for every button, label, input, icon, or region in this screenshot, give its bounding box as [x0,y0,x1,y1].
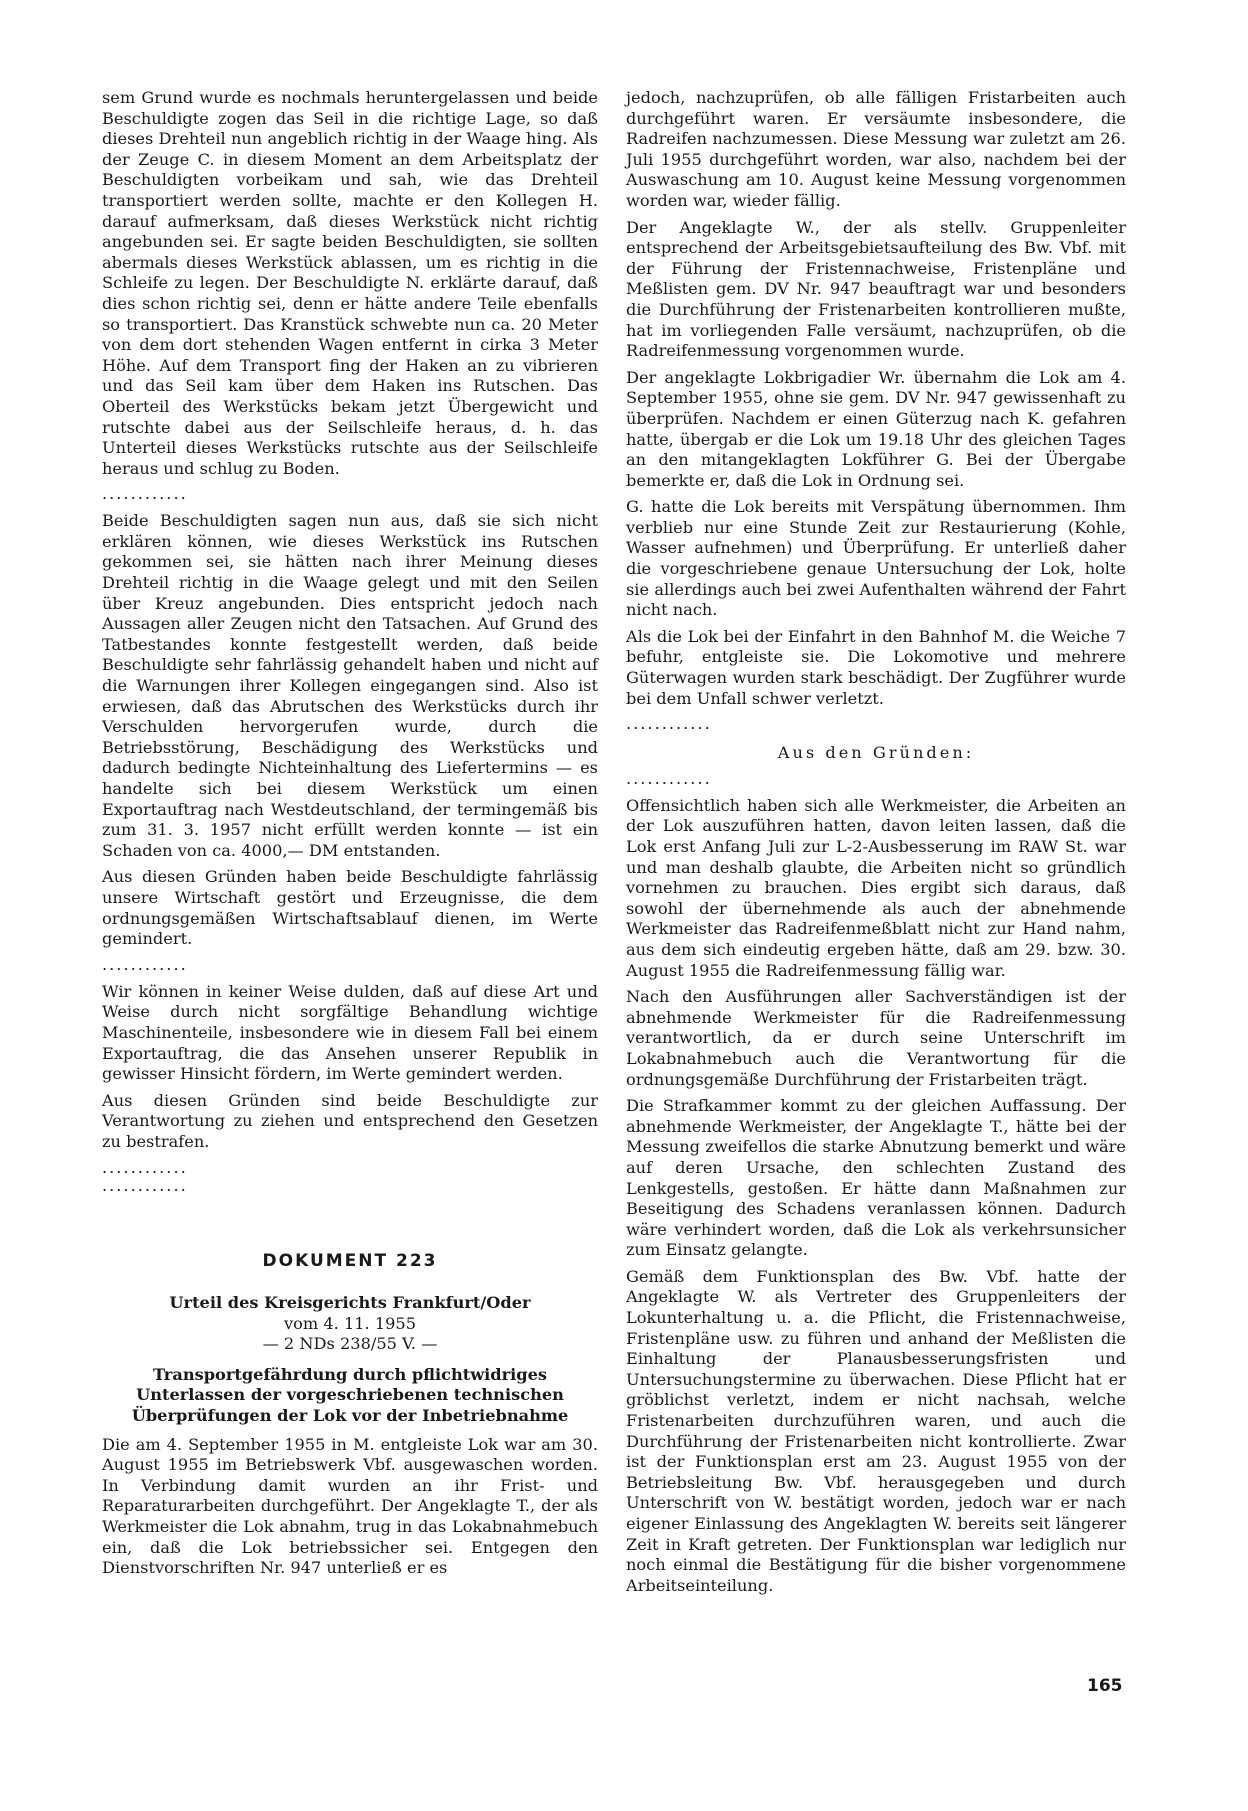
omission-dots: ............ [626,768,712,788]
paragraph: Die am 4. September 1955 in M. entgleiste Lok war am 30. August 1955 im Betriebswerk Vbf. ausgewaschen worden. In Verbindung damit wurden an ihr Frist- und Reparaturarbeiten durchgeführt. Der Angeklagte T., der als Werkmeister die Lok abnahm, trug in das Lokabnahmebuch ein, daß die Lok betriebssicher sei. Entgegen den Dienstvorschriften Nr. 947 unterließ er es [102,1434,598,1578]
paragraph: Offensichtlich haben sich alle Werkmeister, die Arbeiten an der Lok auszuführen hatten, davon leiten lassen, daß die Lok erst Anfang Juli zur L-2-Ausbesserung im RAW St. war und man deshalb glaubte, die Arbeiten nicht so gründlich vornehmen zu brauchen. Dies ergibt sich daraus, daß sowohl der übernehmende als auch der abnehmende Werkmeister das Radreifenmeßblatt nicht zur Hand nahm, aus dem sich eindeutig ergeben hätte, daß am 29. bzw. 30. August 1955 die Radreifenmessung fällig war. [626,795,1126,980]
omission-dots: ............ [102,1157,188,1177]
case-subject: Transportgefährdung durch pflichtwidriges Unterlassen der vorgeschriebenen technischen Überprüfungen der Lok vor der Inbetriebnahme [131,1364,569,1426]
left-column [102,88,598,1585]
document-heading: DOKUMENT 223 [262,1250,438,1271]
paragraph: Beide Beschuldigten sagen nun aus, daß sie sich nicht erklären können, wie dieses Werkstück ins Rutschen gekommen sei, sie hätten nach ihrer Meinung dieses Drehteil richtig in die Waage gelegt und mit den Seilen über Kreuz angebunden. Dies entspricht jedoch nach Aussagen aller Zeugen nicht den Tatsachen. Auf Grund des Tatbestandes konnte festgestellt werden, daß beide Beschuldigte sehr fahrlässig gehandelt haben und nicht auf die Warnungen ihrer Kollegen eingegangen sind. Also ist erwiesen, daß das Abrutschen des Werkstücks durch ihr Verschulden hervorgerufen wurde, durch die Betriebsstörung, Beschädigung des Werkstücks und dadurch bedingte Nichteinhaltung des Liefertermins — es handelte sich bei diesem Werkstück um einen Exportauftrag nach Westdeutschland, der termingemäß bis zum 31. 3. 1957 nicht erfüllt werden konnte — ist ein Schaden von ca. 4000,— DM entstanden. [102,511,598,860]
paragraph: Als die Lok bei der Einfahrt in den Bahnhof M. die Weiche 7 befuhr, entgleiste sie. Die Lokomotive und mehrere Güterwagen wurden stark beschädigt. Der Zugführer wurde bei dem Unfall schwer verletzt. [626,626,1126,708]
omission-dots: ............ [626,714,712,734]
paragraph: jedoch, nachzuprüfen, ob alle fälligen Fristarbeiten auch durchgeführt waren. Er versäumte insbesondere, die Radreifen nachzumessen. Diese Messung war zuletzt am 26. Juli 1955 durchgeführt worden, war also, nachdem bei der Auswaschung am 10. August keine Messung vorgenommen worden war, wieder fällig. [626,88,1126,210]
right-column [626,88,1126,1602]
omission-dots: ............ [102,484,188,504]
omission-dots: ............ [102,954,188,974]
paragraph: Der Angeklagte W., der als stellv. Gruppenleiter entsprechend der Arbeitsgebietsaufteilung des Bw. Vbf. mit der Führung der Fristennachweise, Fristenpläne und Meßlisten gem. DV Nr. 947 beauftragt war und besonders die Durchführung der Fristenarbeiten kontrollieren mußte, hat im vorliegenden Falle versäumt, nachzuprüfen, ob die Radreifenmessung vorgenommen wurde. [626,217,1126,361]
omission-dots: ............ [102,1175,188,1195]
section-heading: Aus den Gründen: [777,743,975,763]
paragraph: sem Grund wurde es nochmals heruntergelassen und beide Beschuldigte zogen das Seil in die richtige Lage, so daß dieses Drehteil nun angeblich richtig in der Waage hing. Als der Zeuge C. in diesem Moment an dem Arbeitsplatz der Beschuldigten vorbeikam und sah, wie das Drehteil transportiert werden sollte, machte er den Kollegen H. darauf aufmerksam, daß dieses Werkstück nicht richtig angebunden sei. Er sagte beiden Beschuldigten, sie sollten abermals dieses Werkstück ablassen, um es richtig in die Schleife zu legen. Der Beschuldigte N. erklärte darauf, daß dies schon richtig sei, denn er hätte andere Teile ebenfalls so transportiert. Das Kranstück schwebte nun ca. 20 Meter von dem dort stehenden Wagen entfernt in cirka 3 Meter Höhe. Auf dem Transport fing der Haken an zu vibrieren und das Seil kam über dem Haken ins Rutschen. Das Oberteil des Werkstücks bekam jetzt Übergewicht und rutschte dabei aus der Seilschleife heraus, d. h. das Unterteil dieses Werkstücks rutschte aus der Seilschleife heraus und schlug zu Boden. [102,88,598,478]
paragraph: Aus diesen Gründen haben beide Beschuldigte fahrlässig unsere Wirtschaft gestört und Erzeugnisse, die dem ordnungsgemäßen Wirtschaftsablauf dienen, im Werte gemindert. [102,867,598,949]
paragraph: Aus diesen Gründen sind beide Beschuldigte zur Verantwortung zu ziehen und entsprechend den Gesetzen zu bestrafen. [102,1090,598,1151]
paragraph: Der angeklagte Lokbrigadier Wr. übernahm die Lok am 4. September 1955, ohne sie gem. DV Nr. 947 gewissenhaft zu überprüfen. Nachdem er einen Güterzug nach K. gefahren hatte, übergab er die Lok um 19.18 Uhr des gleichen Tages an den mitangeklagten Lokführer G. Bei der Übergabe bemerkte er, daß die Lok in Ordnung sei. [626,367,1126,490]
paragraph: Die Strafkammer kommt zu der gleichen Auffassung. Der abnehmende Werkmeister, der Angeklagte T., hätte bei der Messung zweifellos die starke Abnutzung bemerkt und wäre auf deren Ursache, den schlechten Zustand des Lenkgestells, gestoßen. Er hätte dann Maßnahmen zur Beseitigung des Schadens veranlassen können. Dadurch wäre verhindert worden, daß die Lok als verkehrsunsicher zum Einsatz gelangte. [626,1096,1126,1260]
paragraph: Nach den Ausführungen aller Sachverständigen ist der abnehmende Werkmeister für die Radreifenmessung verantwortlich, da er durch seine Unterschrift im Lokabnahmebuch auch die Verantwortung für die ordnungsgemäße Durchführung der Fristarbeiten trägt. [626,987,1126,1089]
judgment-date: vom 4. 11. 1955 [283,1313,417,1333]
court-title: Urteil des Kreisgerichts Frankfurt/Oder [169,1293,531,1313]
paragraph: G. hatte die Lok bereits mit Verspätung übernommen. Ihm verblieb nur eine Stunde Zeit zur Restaurierung (Kohle, Wasser aufnehmen) und Überprüfung. Er unterließ daher die vorgeschriebene genaue Untersuchung der Lok, holte sie allerdings auch bei zwei Aufenthalten während der Fahrt nicht nach. [626,497,1126,620]
page-number: 165 [1087,1676,1123,1696]
paragraph: Wir können in keiner Weise dulden, daß auf diese Art und Weise durch nicht sorgfältige Behandlung wichtige Maschinenteile, insbesondere wie in diesem Fall bei einem Exportauftrag, die das Ansehen unserer Republik in gewisser Hinsicht fördern, im Werte gemindert werden. [102,981,598,1084]
paragraph: Gemäß dem Funktionsplan des Bw. Vbf. hatte der Angeklagte W. als Vertreter des Gruppenleiters der Lokunterhaltung u. a. die Pflicht, die Fristennachweise, Fristenpläne usw. zu führen und anhand der Meßlisten die Einhaltung der Planausbesserungsfristen und Untersuchungstermine zu überwachen. Diese Pflicht hat er gröblichst verletzt, indem er nicht nachsah, welche Fristenarbeiten durchzuführen waren, und auch die Durchführung der Fristenarbeiten nicht kontrollierte. Zwar ist der Funktionsplan erst am 23. August 1955 von der Betriebsleitung Bw. Vbf. herausgegeben und durch Unterschrift von W. bestätigt worden, jedoch war er nach eigener Einlassung des Angeklagten W. bereits seit längerer Zeit in Kraft getreten. Der Funktionsplan war lediglich nur noch einmal die Bestätigung für die bisher vorgenommene Arbeitseinteilung. [626,1266,1126,1595]
file-number: — 2 NDs 238/55 V. — [262,1334,438,1354]
